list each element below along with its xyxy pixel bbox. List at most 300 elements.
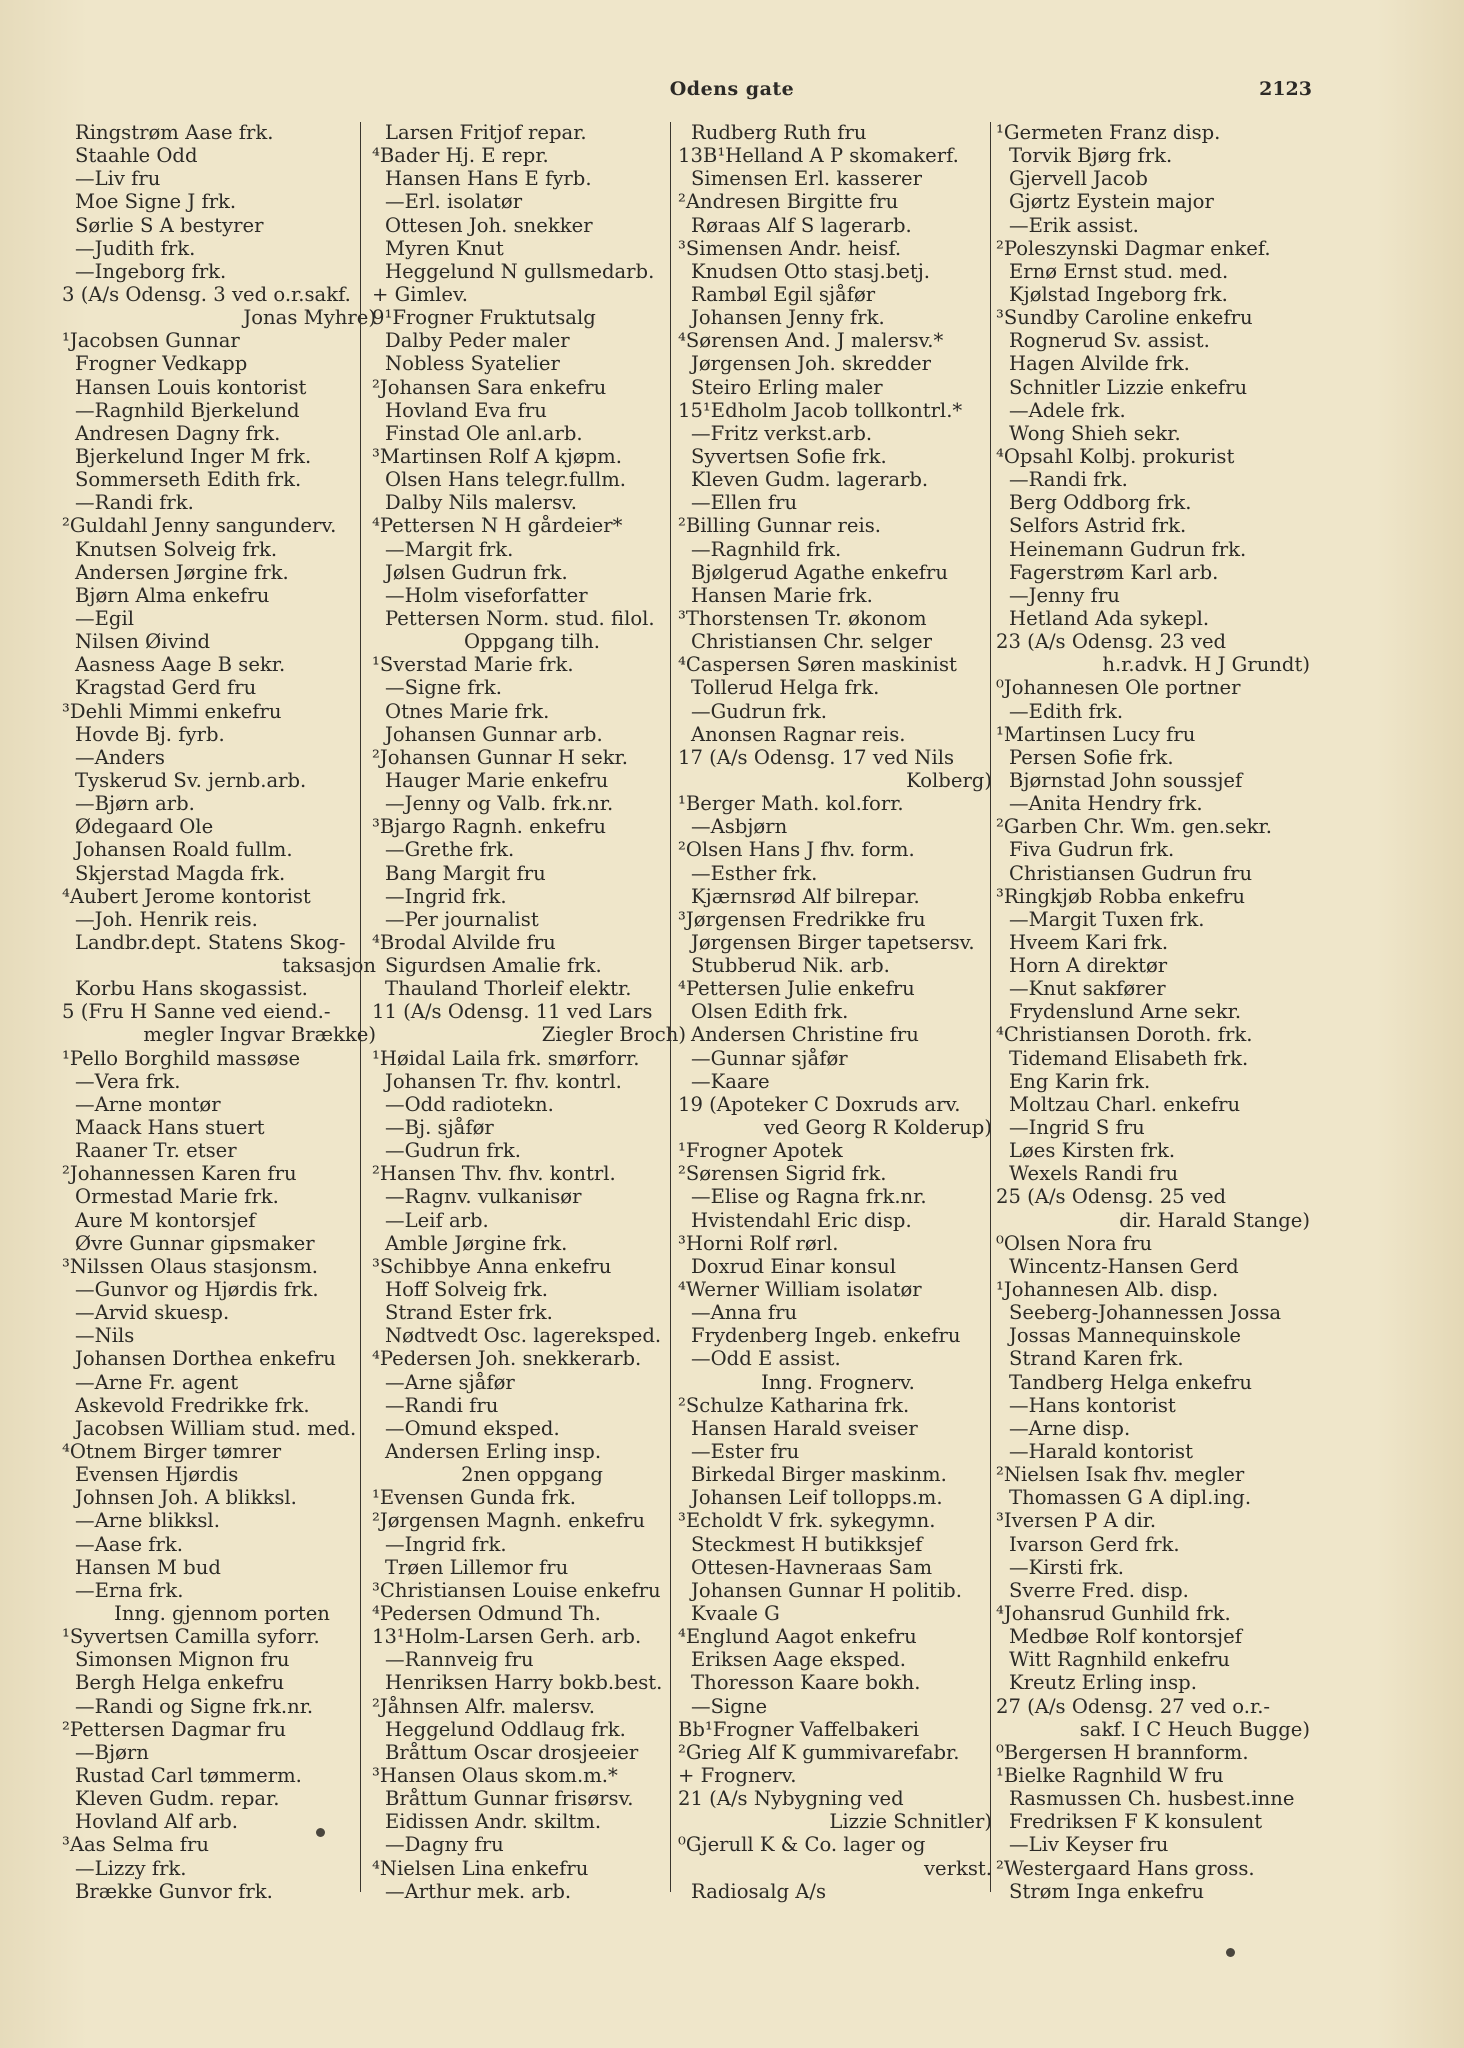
directory-entry: Jossas Mannequinskole [1009,1324,1241,1348]
directory-entry: ³Simensen Andr. heisf. [678,236,902,260]
directory-entry: Bjørnstad John soussjef [1009,768,1243,792]
directory-entry: 15¹Edholm Jacob tollkontrl.* [678,398,963,422]
directory-entry: Kolberg) [906,768,992,792]
directory-entry: —Liv fru [75,167,161,191]
directory-entry: —Asbjørn [691,815,788,839]
directory-entry: Sommerseth Edith frk. [75,468,302,492]
directory-entry: ³Nilssen Olaus stasjonsm. [62,1254,319,1278]
directory-entry: ³Dehli Mimmi enkefru [62,699,282,723]
directory-entry: Hoff Solveig frk. [385,1278,548,1302]
directory-entry: Frydenslund Arne sekr. [1009,1000,1242,1024]
directory-entry: ²Grieg Alf K gummivarefabr. [678,1740,960,1764]
directory-entry: —Signe [691,1694,768,1718]
directory-entry: Nødtvedt Osc. lagereksped. [385,1324,662,1348]
directory-entry: ³Sundby Caroline enkefru [996,306,1253,330]
directory-entry: —Arne disp. [1009,1416,1131,1440]
directory-entry: —Knut sakfører [1009,977,1166,1001]
directory-entry: ⁴Christiansen Doroth. frk. [996,1023,1253,1047]
directory-entry: —Nils [75,1324,135,1348]
directory-entry: ³Echoldt V frk. sykegymn. [678,1509,936,1533]
directory-entry: 17 (A/s Odensg. 17 ved Nils [678,745,955,769]
directory-entry: Horn A direktør [1009,954,1168,978]
directory-entry: Nilsen Øivind [75,630,211,654]
directory-entry: ²Johansen Sara enkefru [372,375,607,399]
directory-entry: Wexels Randi fru [1009,1162,1179,1186]
directory-entry: Andresen Dagny frk. [75,421,281,445]
directory-entry: Persen Sofie frk. [1009,745,1174,769]
directory-entry: Hauger Marie enkefru [385,768,609,792]
directory-entry: Trøen Lillemor fru [385,1555,569,1579]
directory-entry: —Gunnar sjåfør [691,1046,848,1070]
directory-entry: Simonsen Mignon fru [75,1648,290,1672]
directory-entry: Kleven Gudm. repar. [75,1787,280,1811]
column-divider [990,122,991,1892]
directory-entry: Fagerstrøm Karl arb. [1009,560,1219,584]
directory-entry: ²Guldahl Jenny sangunderv. [62,514,337,538]
directory-entry: —Judith frk. [75,236,196,260]
directory-entry: Gjørtz Eystein major [1009,190,1214,214]
directory-entry: Andersen Erling insp. [385,1440,602,1464]
directory-entry: Stubberud Nik. arb. [691,954,890,978]
directory-entry: ³Christiansen Louise enkefru [372,1578,661,1602]
directory-entry: —Fritz verkst.arb. [691,421,873,445]
directory-entry: Fiva Gudrun frk. [1009,838,1175,862]
directory-entry: ³Thorstensen Tr. økonom [678,606,927,630]
directory-entry: ¹Pello Borghild massøse [62,1046,301,1070]
directory-entry: ⁴Johansrud Gunhild frk. [996,1602,1231,1625]
directory-entry: ⁴Pedersen Joh. snekkerarb. [372,1347,642,1371]
directory-entry: Doxrud Einar konsul [691,1254,897,1278]
directory-entry: —Ingrid frk. [385,1532,507,1556]
directory-entry: Raaner Tr. etser [75,1139,237,1163]
directory-entry: 2nen oppgang [461,1463,603,1487]
directory-entry: Jacobsen William stud. med. [75,1416,357,1440]
directory-entry: Jonas Myhre) [243,306,376,330]
directory-entry: —Odd E assist. [691,1347,841,1371]
directory-entry: Bang Margit fru [385,861,546,885]
directory-entry: Christiansen Gudrun fru [1009,861,1253,885]
directory-entry: ³Ringkjøb Robba enkefru [996,884,1246,908]
directory-entry: Hansen Hans E fyrb. [385,167,592,191]
directory-entry: ¹Johannesen Alb. disp. [996,1278,1219,1302]
column-1 [62,121,382,1903]
directory-entry: Ottesen-Havneraas Sam [691,1555,933,1579]
directory-entry: Johansen Gunnar H politib. [691,1578,962,1602]
directory-entry: ¹Syvertsen Camilla syforr. [62,1625,320,1649]
directory-entry: ⁰Olsen Nora fru [996,1231,1153,1255]
directory-entry: Syvertsen Sofie frk. [691,444,887,468]
directory-entry: h.r.advk. H J Grundt) [1102,653,1310,677]
directory-entry: Hveem Kari frk. [1009,930,1169,954]
directory-entry: Medbøe Rolf kontorsjef [1009,1625,1242,1649]
directory-entry: —Kaare [691,1069,770,1093]
directory-entry: —Ingrid frk. [385,884,507,908]
directory-entry: Kjærnsrød Alf bilrepar. [691,884,920,908]
directory-entry: Rustad Carl tømmerm. [75,1763,302,1787]
directory-entry: ⁴Englund Aagot enkefru [678,1625,917,1649]
directory-entry: —Margit frk. [385,537,514,561]
directory-entry: Øvre Gunnar gipsmaker [75,1231,315,1255]
directory-entry: —Hans kontorist [1009,1393,1176,1417]
directory-entry: Henriksen Harry bokb.best. [385,1671,663,1695]
directory-entry: 19 (Apoteker C Doxruds arv. [678,1092,961,1116]
directory-entry: Staahle Odd [75,144,198,168]
directory-entry: Bjerkelund Inger M frk. [75,444,312,468]
directory-entry: —Randi frk. [75,491,194,515]
directory-entry: Hvistendahl Eric disp. [691,1208,912,1232]
directory-entry: —Arne Fr. agent [75,1370,239,1394]
directory-entry: ³Aas Selma fru [62,1833,209,1857]
directory-entry: —Bjørn [75,1740,149,1764]
directory-entry: Torvik Bjørg frk. [1009,144,1173,168]
directory-entry: Frogner Vedkapp [75,352,248,376]
directory-entry: Witt Ragnhild enkefru [1009,1648,1230,1672]
directory-entry: —Arvid skuesp. [75,1301,230,1325]
directory-entry: Rasmussen Ch. husbest.inne [1009,1787,1295,1811]
directory-entry: Ernø Ernst stud. med. [1009,259,1229,283]
directory-entry: Amble Jørgine frk. [385,1231,568,1255]
directory-entry: ³Jørgensen Fredrikke fru [678,907,926,931]
column-divider [670,122,671,1892]
directory-entry: dir. Harald Stange) [1119,1208,1310,1232]
directory-entry: ²Nielsen Isak fhv. megler [996,1463,1245,1487]
directory-entry: —Adele frk. [1009,398,1126,422]
directory-entry: Sigurdsen Amalie frk. [385,954,602,978]
directory-entry: —Erna frk. [75,1578,184,1602]
directory-entry: —Gudrun frk. [385,1139,521,1163]
directory-entry: ²Sørensen Sigrid frk. [678,1162,887,1186]
directory-entry: Nobless Syatelier [385,352,560,376]
directory-entry: ²Westergaard Hans gross. [996,1856,1255,1880]
directory-entry: ¹Høidal Laila frk. smørforr. [372,1046,640,1070]
directory-entry: Hagen Alvilde frk. [1009,352,1190,376]
directory-entry: Kreutz Erling insp. [1009,1671,1197,1695]
directory-entry: ²Pettersen Dagmar fru [62,1717,286,1741]
directory-entry: 9¹Frogner Fruktutsalg [372,306,596,330]
directory-entry: Inng. Frognerv. [761,1370,915,1394]
directory-entry: —Randi og Signe frk.nr. [75,1694,314,1718]
directory-entry: Sverre Fred. disp. [1009,1578,1189,1602]
directory-entry: Røraas Alf S lagerarb. [691,213,912,237]
directory-entry: —Ester fru [691,1440,800,1464]
directory-entry: Hansen Louis kontorist [75,375,307,399]
directory-entry: Selfors Astrid frk. [1009,514,1187,538]
directory-entry: Dalby Peder maler [385,329,570,353]
directory-entry: ³Schibbye Anna enkefru [372,1254,612,1278]
directory-entry: Andersen Christine fru [691,1023,919,1047]
directory-entry: Pettersen Norm. stud. filol. [385,606,655,630]
directory-entry: Lizzie Schnitler) [829,1810,992,1834]
directory-entry: Hovland Alf arb. [75,1810,239,1834]
directory-entry: Tidemand Elisabeth frk. [1009,1046,1249,1070]
directory-entry: Strand Ester frk. [385,1301,553,1325]
directory-entry: Aure M kontorsjef [75,1208,256,1232]
directory-entry: Fredriksen F K konsulent [1009,1810,1263,1834]
directory-entry: ¹Germeten Franz disp. [996,121,1221,144]
directory-entry: Thoresson Kaare bokh. [691,1671,921,1695]
directory-entry: Birkedal Birger maskinm. [691,1463,947,1487]
directory-entry: Radiosalg A/s [691,1879,827,1903]
directory-entry: —Randi fru [385,1393,499,1417]
directory-entry: Finstad Ole anl.arb. [385,421,583,445]
directory-entry: —Bjørn arb. [75,792,195,816]
directory-entry: 5 (Fru H Sanne ved eiend.- [62,1000,331,1024]
directory-entry: ³Martinsen Rolf A kjøpm. [372,444,622,468]
directory-entry: Larsen Fritjof repar. [385,121,587,144]
directory-entry: Ziegler Broch) [541,1023,686,1047]
directory-entry: Otnes Marie frk. [385,699,550,723]
directory-entry: —Jenny fru [1009,583,1120,607]
directory-entry: ⁰Bergersen H brannform. [996,1740,1249,1764]
directory-entry: ⁴Werner William isolatør [678,1278,922,1302]
directory-entry: —Ragnv. vulkanisør [385,1185,582,1209]
directory-entry: Oppgang tilh. [463,630,601,654]
directory-entry: —Anita Hendry frk. [1009,792,1203,816]
directory-entry: Bjølgerud Agathe enkefru [691,560,949,584]
directory-entry: Johnsen Joh. A blikksl. [75,1486,297,1510]
directory-entry: ³Iversen P A dir. [996,1509,1157,1533]
directory-entry: ²Hansen Thv. fhv. kontrl. [372,1162,616,1186]
directory-entry: ²Poleszynski Dagmar enkef. [996,236,1271,260]
directory-entry: ³Bjargo Ragnh. enkefru [372,815,606,839]
directory-entry: —Esther frk. [691,861,818,885]
directory-entry: Ringstrøm Aase frk. [75,121,274,144]
directory-entry: ⁴Caspersen Søren maskinist [678,653,957,677]
directory-entry: 13B¹Helland A P skomakerf. [678,144,959,168]
page-number: 2123 [1259,78,1312,100]
directory-entry: Andersen Jørgine frk. [75,560,289,584]
directory-entry: Heinemann Gudrun frk. [1009,537,1247,561]
directory-entry: ²Schulze Katharina frk. [678,1393,910,1417]
directory-entry: ¹Sverstad Marie frk. [372,653,574,677]
directory-entry: Anonsen Ragnar reis. [691,722,906,746]
directory-entry: —Odd radiotekn. [385,1092,554,1116]
directory-entry: ²Garben Chr. Wm. gen.sekr. [996,815,1272,839]
directory-entry: Myren Knut [385,236,504,260]
directory-entry: —Gudrun frk. [691,699,827,723]
directory-entry: Tollerud Helga frk. [691,676,880,700]
directory-entry: Steckmest H butikksjef [691,1532,923,1556]
directory-entry: ¹Berger Math. kol.forr. [678,792,904,816]
binding-hole-mark [1226,1948,1235,1957]
directory-entry: ⁴Otnem Birger tømrer [62,1440,282,1464]
directory-entry: Hovde Bj. fyrb. [75,722,225,746]
directory-entry: ⁴Aubert Jerome kontorist [62,884,311,908]
directory-entry: —Rannveig fru [385,1648,534,1672]
directory-entry: —Bj. sjåfør [385,1116,494,1140]
directory-entry: ²Jørgensen Magnh. enkefru [372,1509,646,1533]
directory-entry: Ivarson Gerd frk. [1009,1532,1180,1556]
directory-entry: Hansen Harald sveiser [691,1416,918,1440]
directory-entry: Hansen M bud [75,1555,221,1579]
directory-entry: —Arthur mek. arb. [385,1879,572,1903]
directory-entry: Kvaale G [691,1602,780,1625]
directory-entry: —Harald kontorist [1009,1440,1193,1464]
directory-entry: sakf. I C Heuch Bugge) [1079,1717,1310,1741]
directory-entry: Thomassen G A dipl.ing. [1009,1486,1252,1510]
directory-entry: —Holm viseforfatter [385,583,588,607]
directory-entry: Wong Shieh sekr. [1009,421,1181,445]
directory-entry: —Randi frk. [1009,468,1128,492]
directory-entry: —Per journalist [385,907,539,931]
directory-entry: ⁴Sørensen And. J malersv.* [678,329,944,353]
directory-entry: Knutsen Solveig frk. [75,537,278,561]
directory-entry: Eidissen Andr. skiltm. [385,1810,602,1834]
directory-entry: —Aase frk. [75,1532,184,1556]
directory-entry: —Joh. Henrik reis. [75,907,258,931]
directory-entry: Ottesen Joh. snekker [385,213,593,237]
column-4 [996,121,1316,1903]
binding-hole-mark [316,1828,325,1837]
directory-entry: Tandberg Helga enkefru [1009,1370,1252,1394]
directory-entry: Heggelund N gullsmedarb. [385,259,655,283]
directory-entry: Maack Hans stuert [75,1116,265,1140]
directory-entry: ²Johannessen Karen fru [62,1162,297,1186]
directory-entry: ¹Martinsen Lucy fru [996,722,1196,746]
directory-entry: + Frognerv. [678,1763,797,1787]
directory-entry: ²Jåhnsen Alfr. malersv. [372,1694,595,1718]
directory-entry: —Anna fru [691,1301,798,1325]
directory-entry: —Ragnhild Bjerkelund [75,398,300,422]
directory-entry: —Ingeborg frk. [75,259,227,283]
directory-entry: 13¹Holm-Larsen Gerh. arb. [372,1625,642,1649]
directory-entry: Hetland Ada sykepl. [1009,606,1210,630]
directory-entry: —Vera frk. [75,1069,181,1093]
directory-entry: Ødegaard Ole [75,815,214,839]
directory-entry: Johansen Leif tollopps.m. [691,1486,943,1510]
directory-entry: Strøm Inga enkefru [1009,1879,1204,1903]
directory-entry: Christiansen Chr. selger [691,630,932,654]
directory-entry: Ormestad Marie frk. [75,1185,279,1209]
directory-entry: —Erl. isolatør [385,190,523,214]
directory-entry: Kleven Gudm. lagerarb. [691,468,929,492]
directory-entry: ⁴Bader Hj. E repr. [372,144,549,168]
directory-entry: 25 (A/s Odensg. 25 ved [996,1185,1227,1209]
column-2 [372,121,692,1903]
directory-entry: Tyskerud Sv. jernb.arb. [75,768,307,792]
directory-entry: Jølsen Gudrun frk. [385,560,568,584]
directory-entry: ²Johansen Gunnar H sekr. [372,745,628,769]
column-3 [678,121,998,1903]
directory-entry: Skjerstad Magda frk. [75,861,286,885]
directory-entry: Berg Oddborg frk. [1009,491,1192,515]
directory-entry: Olsen Hans telegr.fullm. [385,468,627,492]
directory-entry: taksasjon [282,954,376,978]
directory-entry: Thauland Thorleif elektr. [385,977,632,1001]
directory-entry: ³Hansen Olaus skom.m.* [372,1763,618,1787]
directory-entry: Inng. gjennom porten [114,1602,330,1625]
directory-entry: —Margit Tuxen frk. [1009,907,1205,931]
directory-entry: Johansen Dorthea enkefru [75,1347,336,1371]
directory-entry: + Gimlev. [372,282,468,306]
directory-entry: Moe Signe J frk. [75,190,237,214]
directory-entry: —Arne montør [75,1092,221,1116]
directory-entry: 11 (A/s Odensg. 11 ved Lars [372,1000,653,1024]
column-divider [360,122,361,1892]
directory-entry: ³Horni Rolf rørl. [678,1231,839,1255]
page-title: Odens gate [669,78,795,100]
directory-entry: Kjølstad Ingeborg frk. [1009,282,1228,306]
directory-entry: ²Billing Gunnar reis. [678,514,882,538]
directory-entry: —Jenny og Valb. frk.nr. [385,792,614,816]
directory-entry: Johansen Tr. fhv. kontrl. [385,1069,622,1093]
directory-entry: Steiro Erling maler [691,375,883,399]
directory-entry: Schnitler Lizzie enkefru [1009,375,1248,399]
directory-entry: —Signe frk. [385,676,502,700]
directory-entry: Olsen Edith frk. [691,1000,849,1024]
directory-entry: —Elise og Ragna frk.nr. [691,1185,927,1209]
directory-entry: 21 (A/s Nybygning ved [678,1787,904,1811]
directory-entry: —Ingrid S fru [1009,1116,1145,1140]
directory-entry: Bb¹Frogner Vaffelbakeri [678,1717,920,1741]
directory-entry: Rognerud Sv. assist. [1009,329,1210,353]
directory-entry: verkst. [923,1856,992,1880]
directory-entry: Seeberg-Johannessen Jossa [1009,1301,1282,1325]
directory-entry: Landbr.dept. Statens Skog- [75,930,346,954]
directory-entry: Jørgensen Joh. skredder [691,352,931,376]
directory-entry: 23 (A/s Odensg. 23 ved [996,630,1227,654]
directory-entry: Bjørn Alma enkefru [75,583,270,607]
directory-entry: —Anders [75,745,165,769]
directory-entry: ⁰Gjerull K & Co. lager og [678,1833,926,1857]
directory-entry: Strand Karen frk. [1009,1347,1184,1371]
directory-entry: Frydenberg Ingeb. enkefru [691,1324,961,1348]
directory-entry: ¹Jacobsen Gunnar [62,329,240,353]
directory-entry: ⁰Johannesen Ole portner [996,676,1241,700]
directory-entry: —Leif arb. [385,1208,489,1232]
directory-entry: ²Olsen Hans J fhv. form. [678,838,915,862]
directory-entry: ²Andresen Birgitte fru [678,190,899,214]
directory-entry: —Liv Keyser fru [1009,1833,1169,1857]
directory-entry: Hansen Marie frk. [691,583,873,607]
directory-entry: —Arne sjåfør [385,1370,515,1394]
directory-entry: Dalby Nils malersv. [385,491,577,515]
directory-entry: 27 (A/s Odensg. 27 ved o.r.- [996,1694,1271,1718]
directory-entry: —Kirsti frk. [1009,1555,1125,1579]
directory-entry: ⁴Brodal Alvilde fru [372,930,556,954]
directory-entry: Hovland Eva fru [385,398,547,422]
directory-entry: Eriksen Aage eksped. [691,1648,906,1672]
directory-entry: —Lizzy frk. [75,1856,187,1880]
directory-entry: ⁴Pedersen Odmund Th. [372,1602,601,1625]
directory-entry: Wincentz-Hansen Gerd [1009,1254,1239,1278]
directory-entry: Johansen Jenny frk. [691,306,885,330]
directory-entry: Gjervell Jacob [1009,167,1148,191]
directory-entry: Evensen Hjørdis [75,1463,239,1487]
directory-entry: ⁴Nielsen Lina enkefru [372,1856,589,1880]
directory-entry: —Dagny fru [385,1833,504,1857]
directory-entry: Korbu Hans skogassist. [75,977,308,1001]
directory-entry: Simensen Erl. kasserer [691,167,922,191]
directory-entry: 3 (A/s Odensg. 3 ved o.r.sakf. [62,282,351,306]
directory-entry: Brække Gunvor frk. [75,1879,273,1903]
directory-entry: —Gunvor og Hjørdis frk. [75,1278,319,1302]
directory-entry: ved Georg R Kolderup) [763,1116,992,1140]
directory-entry: —Erik assist. [1009,213,1139,237]
directory-entry: ¹Evensen Gunda frk. [372,1486,577,1510]
directory-entry: Jørgensen Birger tapetsersv. [691,930,975,954]
directory-entry: —Grethe frk. [385,838,515,862]
directory-entry: Moltzau Charl. enkefru [1009,1092,1241,1116]
directory-entry: Løes Kirsten frk. [1009,1139,1176,1163]
directory-entry: ¹Bielke Ragnhild W fru [996,1763,1224,1787]
directory-entry: Rambøl Egil sjåfør [691,282,876,306]
directory-entry: Johansen Roald fullm. [75,838,293,862]
directory-entry: Bråttum Oscar drosjeeier [385,1740,639,1764]
directory-entry: —Arne blikksl. [75,1509,220,1533]
directory-entry: Bråttum Gunnar frisørsv. [385,1787,634,1811]
directory-entry: Eng Karin frk. [1009,1069,1151,1093]
